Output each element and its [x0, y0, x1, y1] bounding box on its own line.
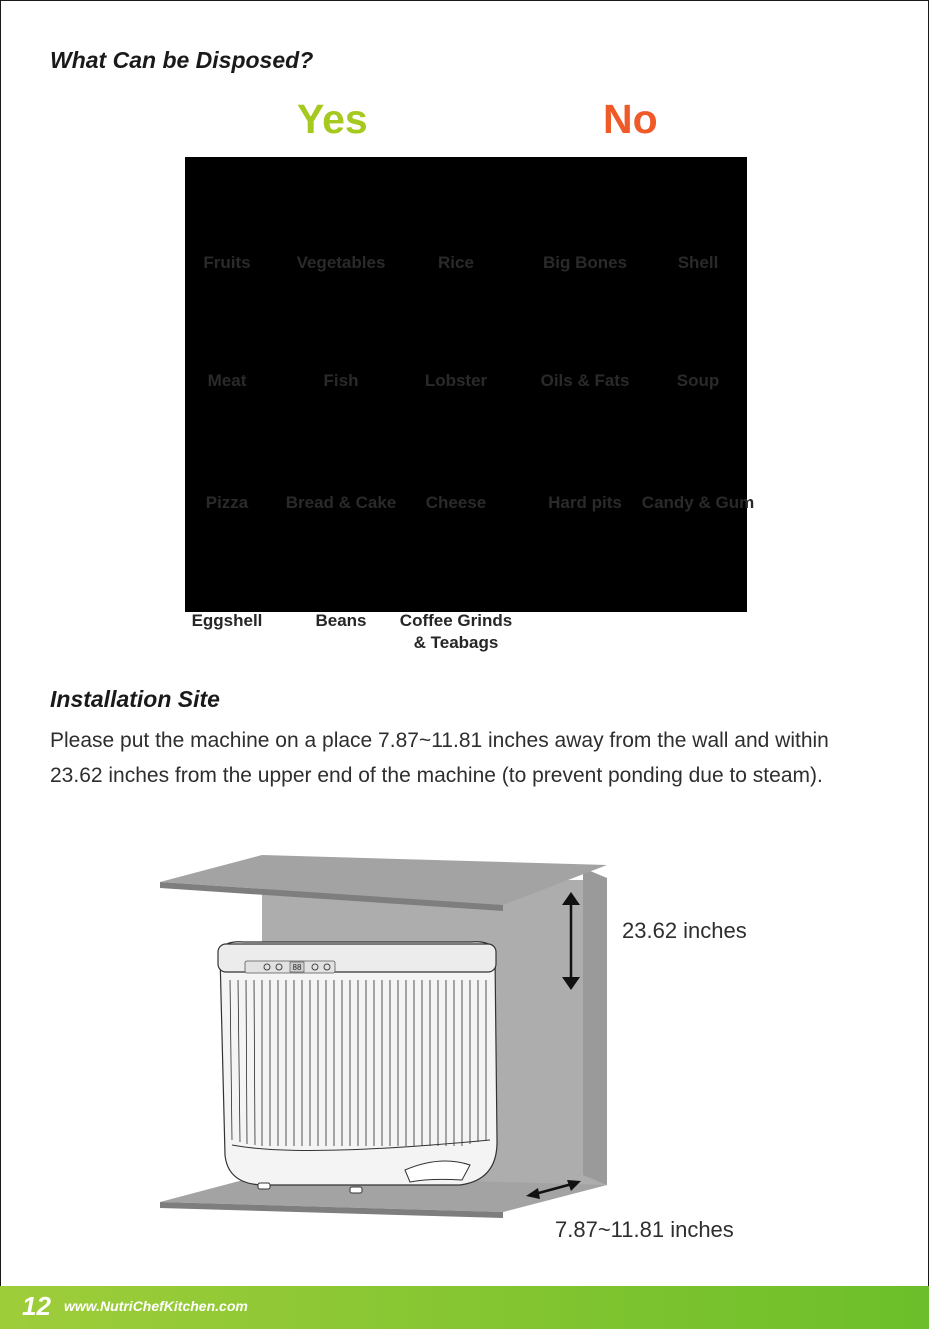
food-item-lobster: Lobster — [424, 371, 488, 390]
no-heading: No — [603, 96, 658, 142]
food-item-bread-cake: Bread & Cake — [285, 493, 397, 512]
yes-heading: Yes — [297, 96, 368, 142]
food-item-meat: Meat — [207, 371, 247, 390]
section-title-installation: Installation Site — [50, 686, 220, 712]
food-item-soup: Soup — [676, 371, 720, 390]
food-item-pizza: Pizza — [205, 493, 249, 512]
height-dimension-label: 23.62 inches — [622, 918, 747, 943]
food-item-coffee-teabags: Coffee Grinds & Teabags — [399, 611, 513, 652]
installation-illustration — [0, 840, 929, 1260]
footer-url: www.NutriChefKitchen.com — [64, 1298, 248, 1314]
wall-distance-label: 7.87~11.81 inches — [555, 1217, 734, 1242]
page-number: 12 — [22, 1291, 51, 1321]
food-item-beans: Beans — [315, 611, 367, 630]
food-item-fruits: Fruits — [203, 253, 251, 272]
section-title-disposed: What Can be Disposed? — [50, 47, 314, 73]
food-item-vegetables: Vegetables — [296, 253, 386, 272]
food-item-shell: Shell — [677, 253, 719, 272]
food-item-fish: Fish — [323, 371, 359, 390]
food-item-hard-pits: Hard pits — [548, 493, 622, 512]
food-item-cheese: Cheese — [425, 493, 487, 512]
food-item-candy-gum: Candy & Gum — [641, 493, 755, 512]
side-wall — [583, 868, 607, 1185]
machine-display-readout: 88 — [292, 963, 302, 972]
footer-bar — [0, 1286, 929, 1329]
food-waste-machine — [218, 942, 497, 1193]
installation-paragraph: Please put the machine on a place 7.87~11.81 inches away from the wall and within 23.62 inches from the upper end of the machine (to prevent ponding due to steam). — [50, 729, 829, 787]
food-item-oils-fats: Oils & Fats — [540, 371, 630, 390]
food-item-rice: Rice — [438, 253, 474, 272]
food-item-big-bones: Big Bones — [542, 253, 628, 272]
food-item-eggshell: Eggshell — [191, 611, 263, 630]
